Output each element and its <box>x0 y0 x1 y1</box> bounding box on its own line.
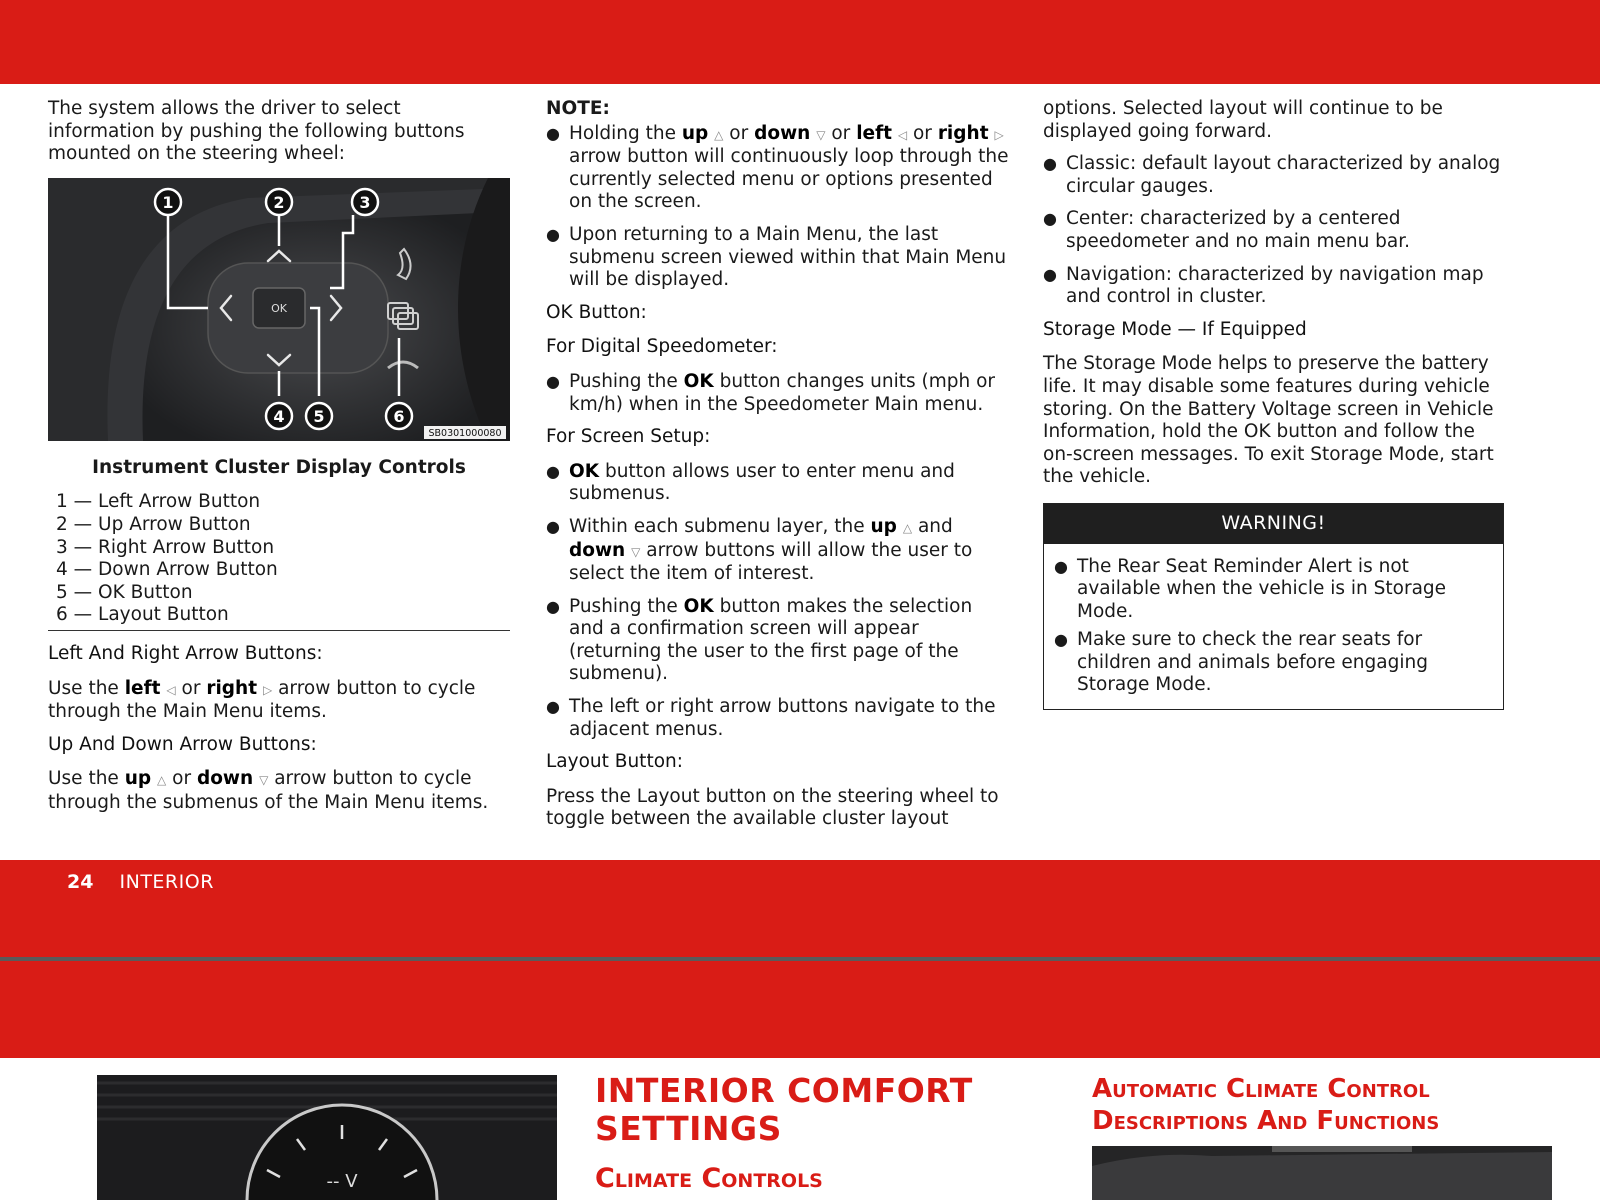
text-run: or <box>912 122 932 144</box>
screen-setup-heading: For Screen Setup: <box>546 426 711 448</box>
left-keyword: left <box>124 677 161 699</box>
column-3 <box>1043 98 1505 710</box>
down-triangle-icon: ▽ <box>816 127 826 142</box>
left-keyword: left <box>856 122 892 144</box>
ok-button-label: OK <box>271 301 287 315</box>
down-triangle-icon: ▽ <box>259 773 269 788</box>
text-run: Use the <box>48 768 119 790</box>
steering-wheel-illustration <box>48 178 510 441</box>
footer-band <box>0 860 1600 957</box>
text-run: or <box>831 122 851 144</box>
gauge-illustration <box>97 1075 557 1200</box>
title-line: INTERIOR COMFORT <box>595 1071 973 1110</box>
intro-text: The system allows the driver to select information by pushing the following buttons mounted on the steering wheel: <box>48 98 465 165</box>
text-run: Use the <box>48 677 119 699</box>
text-run: button makes the selection and a confirmation screen will appear (returning the user to the first page of the submenu). <box>569 595 973 685</box>
setup-list <box>546 461 1011 742</box>
legend-item: 5 — OK Button <box>56 581 193 603</box>
figure-caption: Instrument Cluster Display Controls <box>92 456 466 478</box>
storage-mode-text: The Storage Mode helps to preserve the battery life. It may disable some features during vehicle storing. On the Battery Voltage screen in Vehicle Information, hold the OK button and follow the on-screen messages. To exit Storage Mode, start the vehicle. <box>1043 353 1494 488</box>
text-run: arrow button to cycle through the Main Menu items. <box>48 677 476 723</box>
text-run: or <box>181 677 201 699</box>
digital-list <box>546 371 1011 416</box>
list-item: ● Center: characterized by a centered speedometer and no main menu bar. <box>1043 208 1505 253</box>
note-item: ● Upon returning to a Main Menu, the last submenu screen viewed within that Main Menu will be displayed. <box>546 224 1011 292</box>
callout-2-label: 2 <box>273 192 285 212</box>
digital-speedometer-heading: For Digital Speedometer: <box>546 336 778 358</box>
right-keyword: right <box>937 122 989 144</box>
climate-panel-image <box>1092 1146 1552 1200</box>
lr-arrow-heading: Left And Right Arrow Buttons: <box>48 642 323 664</box>
layout-button-text: Press the Layout button on the steering wheel to toggle between the available cluster layout <box>546 785 999 830</box>
page-number: 24 <box>67 871 94 893</box>
note-title: NOTE: <box>546 98 610 119</box>
text-run: arrow buttons will allow the user to select the item of interest. <box>569 539 973 585</box>
text-run: button changes units (mph or km/h) when in the Speedometer Main menu. <box>569 370 996 415</box>
note-item <box>546 123 1011 214</box>
title-line: Automatic Climate Control <box>1092 1074 1430 1104</box>
up-keyword: up <box>870 515 897 537</box>
legend-divider <box>48 630 510 631</box>
warning-list <box>1044 544 1503 710</box>
next-page-header-band <box>0 961 1600 1058</box>
title-line: SETTINGS <box>595 1109 782 1148</box>
legend-item: 1 — Left Arrow Button <box>56 491 261 513</box>
list-item: ● Classic: default layout characterized by analog circular gauges. <box>1043 153 1505 198</box>
legend-item: 3 — Right Arrow Button <box>56 536 275 558</box>
down-keyword: down <box>196 768 254 790</box>
legend-item: 2 — Up Arrow Button <box>56 513 251 535</box>
legend-item: 4 — Down Arrow Button <box>56 559 278 581</box>
up-keyword: up <box>124 768 152 790</box>
page-footer <box>67 871 214 893</box>
callout-3-label: 3 <box>359 192 371 212</box>
automatic-climate-title <box>1092 1073 1562 1137</box>
title-line: Descriptions And Functions <box>1092 1106 1440 1136</box>
warning-item: ● Make sure to check the rear seats for children and animals before engaging Storage Mode. <box>1054 629 1493 697</box>
down-triangle-icon: ▽ <box>631 544 641 559</box>
column-2 <box>546 98 1011 841</box>
ud-arrow-heading: Up And Down Arrow Buttons: <box>48 733 317 755</box>
climate-controls-title: Climate Controls <box>595 1163 823 1194</box>
text-run: Holding the <box>569 122 676 144</box>
up-triangle-icon: △ <box>714 127 724 142</box>
list-item <box>546 516 1011 586</box>
text-run: Within each submenu layer, the <box>569 515 865 537</box>
callout-4-label: 4 <box>273 406 285 426</box>
callout-5-label: 5 <box>313 406 325 426</box>
text-run: and <box>917 515 953 537</box>
text-run: arrow button will continuously loop through the currently selected menu or options presented on the screen. <box>569 146 1009 213</box>
text-run: Pushing the <box>569 370 678 392</box>
left-triangle-icon: ◁ <box>897 127 908 142</box>
list-item <box>546 596 1011 686</box>
ud-arrow-text <box>48 768 510 814</box>
section-name: INTERIOR <box>119 871 214 893</box>
list-item: ● The left or right arrow buttons navigate to the adjacent menus. <box>546 696 1011 741</box>
figure-code: SB0301000080 <box>428 427 502 439</box>
text-run: arrow button to cycle through the submenus of the Main Menu items. <box>48 768 489 813</box>
note-list <box>546 123 1011 292</box>
up-keyword: up <box>681 122 709 144</box>
text-run: or <box>172 768 192 790</box>
up-triangle-icon: △ <box>902 520 913 535</box>
left-triangle-icon: ◁ <box>166 682 176 697</box>
cluster-gauge-image <box>97 1075 557 1200</box>
list-item <box>546 371 1011 416</box>
dashboard-illustration <box>1092 1146 1552 1200</box>
header-band <box>0 0 1600 84</box>
ok-button-heading: OK Button: <box>546 301 647 323</box>
warning-box <box>1043 503 1504 710</box>
text-run: or <box>729 122 749 144</box>
right-keyword: right <box>206 677 258 699</box>
ok-keyword: OK <box>683 595 714 617</box>
warning-item: ● The Rear Seat Reminder Alert is not available when the vehicle is in Storage Mode. <box>1054 556 1493 624</box>
callout-6-label: 6 <box>393 406 405 426</box>
list-item: ● Navigation: characterized by navigation map and control in cluster. <box>1043 264 1505 309</box>
steering-wheel-controls-figure <box>48 178 510 441</box>
gauge-readout: -- V <box>326 1171 358 1192</box>
layout-button-heading: Layout Button: <box>546 751 683 773</box>
ok-keyword: OK <box>569 460 600 482</box>
interior-comfort-title <box>595 1072 1015 1148</box>
down-keyword: down <box>754 122 811 144</box>
figure-legend <box>56 491 510 627</box>
layout-options-list <box>1043 153 1505 309</box>
warning-title: WARNING! <box>1044 504 1503 544</box>
text-run: Pushing the <box>569 595 678 617</box>
list-item <box>546 461 1011 506</box>
text-run: button allows user to enter menu and submenus. <box>569 460 955 505</box>
right-triangle-icon: ▷ <box>262 682 273 697</box>
layout-continued-text: options. Selected layout will continue to be displayed going forward. <box>1043 98 1443 142</box>
ok-keyword: OK <box>683 370 714 392</box>
legend-item: 6 — Layout Button <box>56 604 229 626</box>
lr-arrow-text <box>48 678 510 724</box>
up-triangle-icon: △ <box>157 773 167 788</box>
right-triangle-icon: ▷ <box>994 127 1004 142</box>
down-keyword: down <box>569 539 626 561</box>
storage-mode-heading: Storage Mode — If Equipped <box>1043 318 1307 340</box>
callout-1-label: 1 <box>162 192 174 212</box>
column-1 <box>48 98 510 825</box>
